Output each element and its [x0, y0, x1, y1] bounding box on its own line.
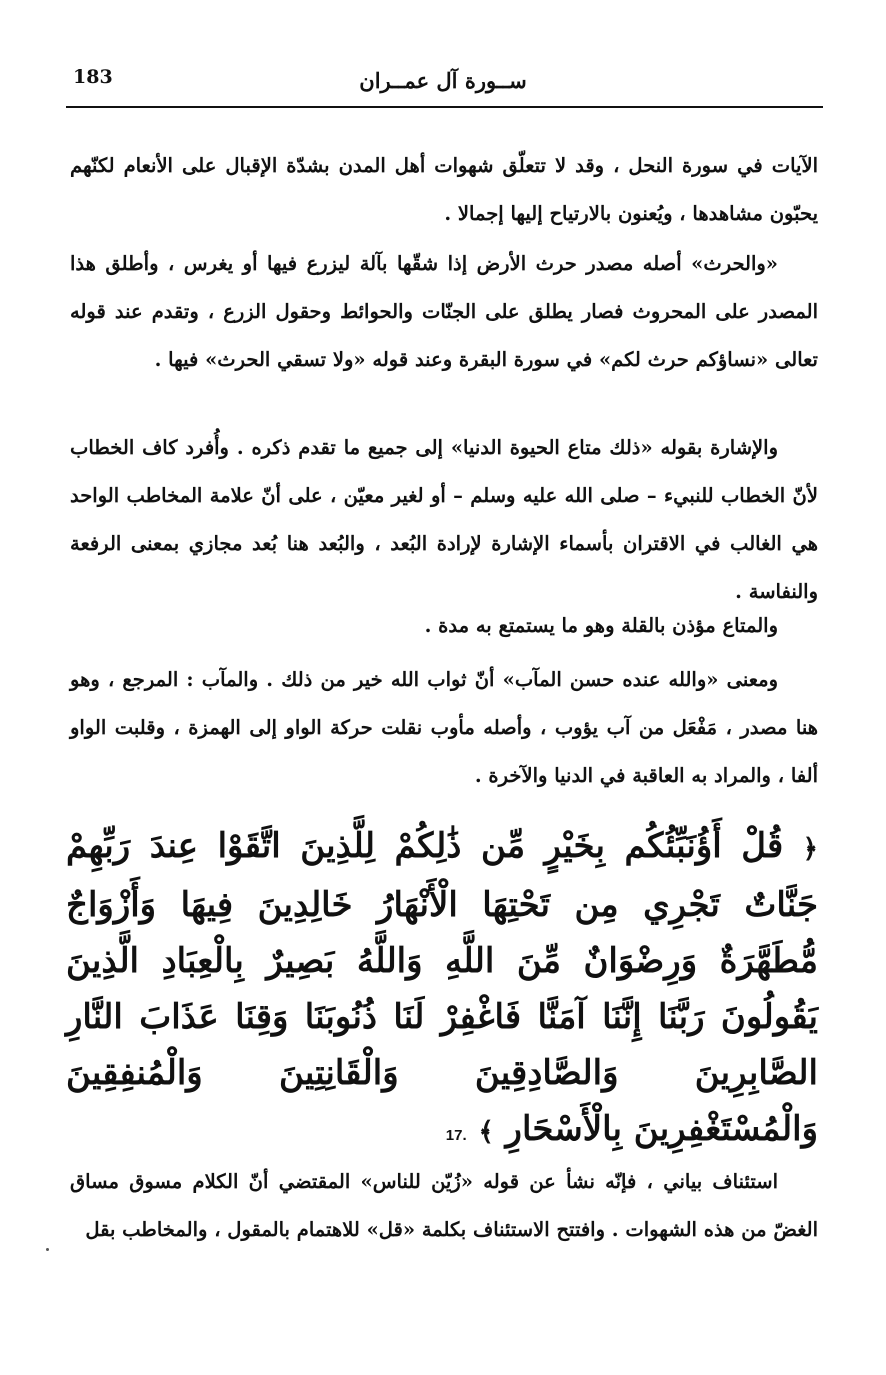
- paragraph-5: ومعنى «والله عنده حسن المآب» أنّ ثواب الله خير من ذلك . والمآب : المرجع ، وهو هنا مصدر ، مَفْعَل من آب يؤوب ، وأصله مأوب نقلت حركة الواو إلى الهمزة ، وقلبت الواو ألفا ، والمراد به العاقبة في الدنيا والآخرة .: [70, 668, 818, 787]
- quran-verse: [66, 818, 818, 1164]
- paragraph-4: والمتاع مؤذن بالقلة وهو ما يستمتع به مدة .: [424, 614, 778, 637]
- paragraph-6: استئناف بياني ، فإنّه نشأ عن قوله «زُيّن للناس» المقتضي أنّ الكلام مسوق مساق الغضّ من هذه الشهوات . وافتتح الاستئناف بكلمة «قل» للاهتمام بالمقول ، والمخاطب بقل: [70, 1170, 818, 1241]
- page-number: 183: [73, 66, 113, 88]
- commentary-block-top: [70, 142, 818, 238]
- running-title: ســورة آل عمــران: [359, 68, 527, 93]
- commentary-block-mataa: [70, 602, 818, 650]
- commentary-block-ishara: [70, 424, 818, 616]
- commentary-block-harth: [70, 240, 818, 384]
- paragraph-1: الآيات في سورة النحل ، وقد لا تتعلّق شهوات أهل المدن بشدّة الإقبال على الأنعام لكنّهم يحبّون مشاهدها ، ويُعنون بالارتياح إليها إجمالا .: [70, 154, 818, 225]
- verse-text: قُلْ أَؤُنَبِّئُكُم بِخَيْرٍ مِّن ذَٰلِكُمْ لِلَّذِينَ اتَّقَوْا عِندَ رَبِّهِمْ جَنَّاتٌ تَجْرِي مِن تَحْتِهَا الْأَنْهَارُ خَالِدِينَ فِيهَا وَأَزْوَاجٌ مُّطَهَّرَةٌ وَرِضْوَانٌ مِّنَ اللَّهِ وَاللَّهُ بَصِيرٌ بِالْعِبَادِ الَّذِينَ يَقُولُونَ رَبَّنَا إِنَّنَا آمَنَّا فَاغْفِرْ لَنَا ذُنُوبَنَا وَقِنَا عَذَابَ النَّارِ الصَّابِرِينَ وَالصَّادِقِينَ وَالْقَانِتِينَ وَالْمُنفِقِينَ وَالْمُسْتَغْفِرِينَ بِالْأَسْحَارِ: [66, 826, 818, 1149]
- paragraph-3: والإشارة بقوله «ذلك متاع الحيوة الدنيا» إلى جميع ما تقدم ذكره . وأُفرد كاف الخطاب لأنّ الخطاب للنبيء – صلى الله عليه وسلم – أو لغير معيّن ، على أنّ علامة المخاطب الواحد هي الغالب في الاقتران بأسماء الإشارة لإرادة البُعد ، والبُعد هنا بُعد مجازي بمعنى الرفعة والنفاسة .: [70, 436, 818, 603]
- verse-open-ornament: ﴿: [802, 834, 818, 864]
- commentary-block-maab: [70, 656, 818, 800]
- verse-close-ornament: ﴾: [478, 1117, 494, 1147]
- commentary-block-bottom: [70, 1158, 818, 1254]
- paragraph-2: «والحرث» أصله مصدر حرث الأرض إذا شقّها بآلة ليزرع فيها أو يغرس ، وأطلق هذا المصدر على المحروث فصار يطلق على الجنّات والحوائط وحقول الزرع ، وتقدم عند قوله تعالى «نساؤكم حرث لكم» في سورة البقرة وعند قوله «ولا تسقي الحرث» فيها .: [70, 252, 818, 371]
- margin-speck: [46, 1248, 49, 1251]
- header-divider: [66, 106, 823, 108]
- verse-number: 17.: [445, 1127, 467, 1144]
